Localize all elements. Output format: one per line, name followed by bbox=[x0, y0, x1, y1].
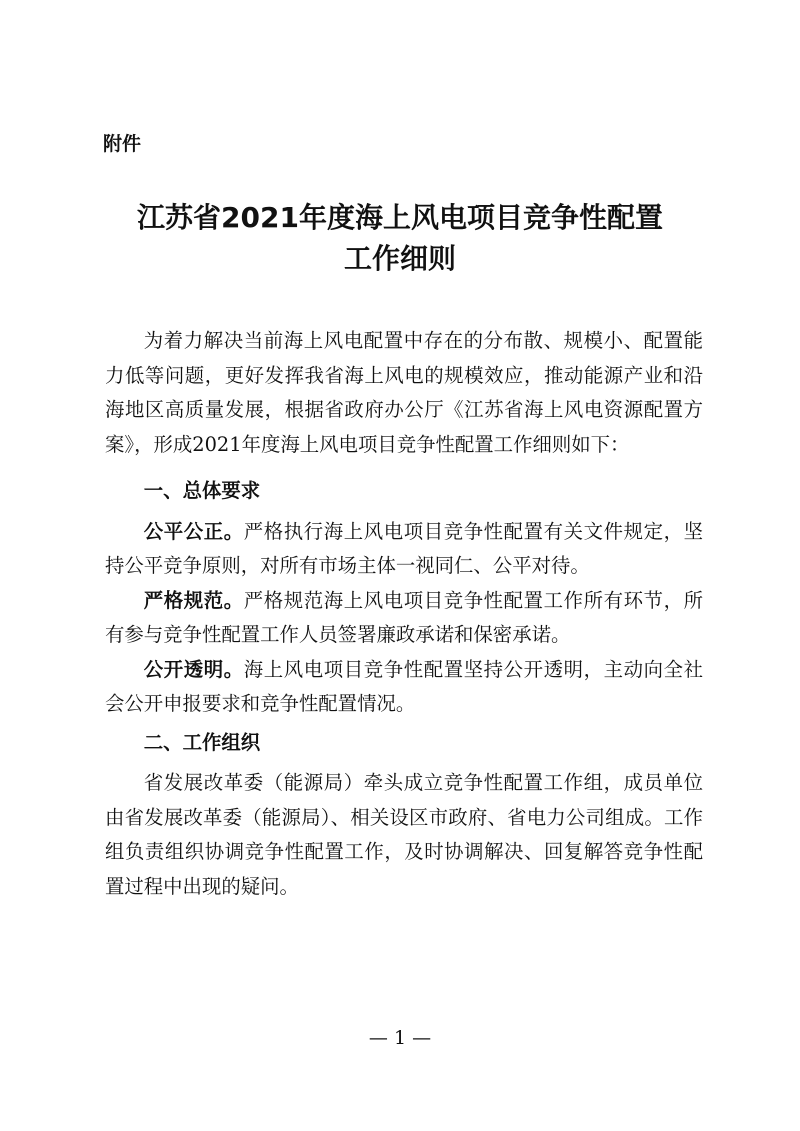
document-title-line-2: 工作细则 bbox=[343, 242, 456, 275]
principle-paragraph bbox=[105, 584, 703, 653]
principle-paragraph bbox=[105, 515, 703, 584]
principle-lead: 公开透明。 bbox=[143, 657, 244, 681]
intro-paragraph: 为着力解决当前海上风电配置中存在的分布散、规模小、配置能力低等问题，更好发挥我省海上风电的规模效应，推动能源产业和沿海地区高质量发展，根据省政府办公厅《江苏省海上风电资源配置方案》，形成2021年度海上风电项目竞争性配置工作细则如下： bbox=[105, 329, 703, 456]
attachment-label: 附件 bbox=[103, 133, 142, 155]
page-number: — 1 — bbox=[368, 1027, 432, 1049]
document-title-line-1: 江苏省2021年度海上风电项目竞争性配置 bbox=[137, 201, 663, 234]
principle-paragraph bbox=[105, 653, 703, 722]
document-body bbox=[105, 324, 703, 904]
principle-text: 海上风电项目竞争性配置坚持公开透明，主动向全社会公开申报要求和竞争性配置情况。 bbox=[105, 657, 704, 715]
principle-text: 严格执行海上风电项目竞争性配置有关文件规定，坚持公平竞争原则，对所有市场主体一视同仁、公平对待。 bbox=[105, 519, 704, 577]
principle-text: 严格规范海上风电项目竞争性配置工作所有环节，所有参与竞争性配置工作人员签署廉政承诺和保密承诺。 bbox=[105, 588, 704, 646]
section-1-heading: 一、总体要求 bbox=[143, 479, 261, 502]
principle-lead: 严格规范。 bbox=[143, 588, 244, 612]
principle-lead: 公平公正。 bbox=[143, 519, 244, 543]
section-2-heading: 二、工作组织 bbox=[143, 730, 261, 754]
organization-paragraph: 省发展改革委（能源局）牵头成立竞争性配置工作组，成员单位由省发展改革委（能源局）、相关设区市政府、省电力公司组成。工作组负责组织协调竞争性配置工作，及时协调解决、回复解答竞争性配置过程中出现的疑问。 bbox=[105, 771, 703, 898]
